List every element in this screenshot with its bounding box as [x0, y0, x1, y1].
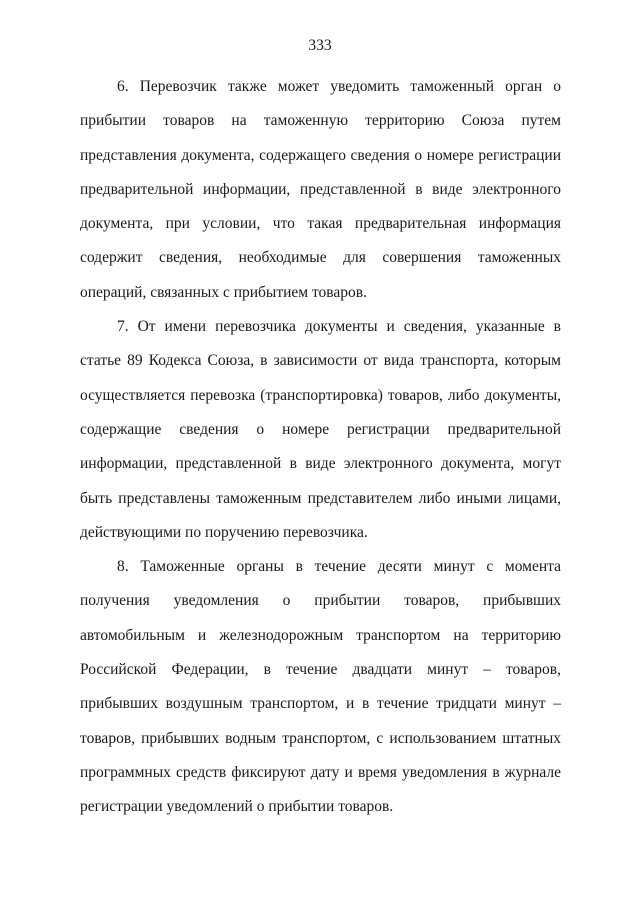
paragraph-7: 7. От имени перевозчика документы и сведения, указанные в статье 89 Кодекса Союза, в зависимости от вида транспорта, которым осуществляется перевозка (транспортировка) товаров, либо документы, содержащие сведения о номере регистрации предварительной информации, представленной в виде электронного документа, могут быть представлены таможенным представителем либо иными лицами, действующими по поручению перевозчика. — [80, 318, 561, 541]
paragraph-6: 6. Перевозчик также может уведомить таможенный орган о прибытии товаров на таможенную территорию Союза путем представления документа, содержащего сведения о номере регистрации предварительной информации, представленной в виде электронного документа, при условии, что такая предварительная информация содержит сведения, необходимые для совершения таможенных операций, связанных с прибытием товаров. — [80, 78, 561, 301]
document-body — [80, 70, 561, 825]
page-number: 333 — [308, 37, 332, 54]
paragraph-8: 8. Таможенные органы в течение десяти минут с момента получения уведомления о прибытии товаров, прибывших автомобильным и железнодорожным транспортом на территорию Российской Федерации, в течение двадцати минут – товаров, прибывших воздушным транспортом, и в течение тридцати минут – товаров, прибывших водным транспортом, с использованием штатных программных средств фиксируют дату и время уведомления в журнале регистрации уведомлений о прибытии товаров. — [80, 558, 561, 816]
